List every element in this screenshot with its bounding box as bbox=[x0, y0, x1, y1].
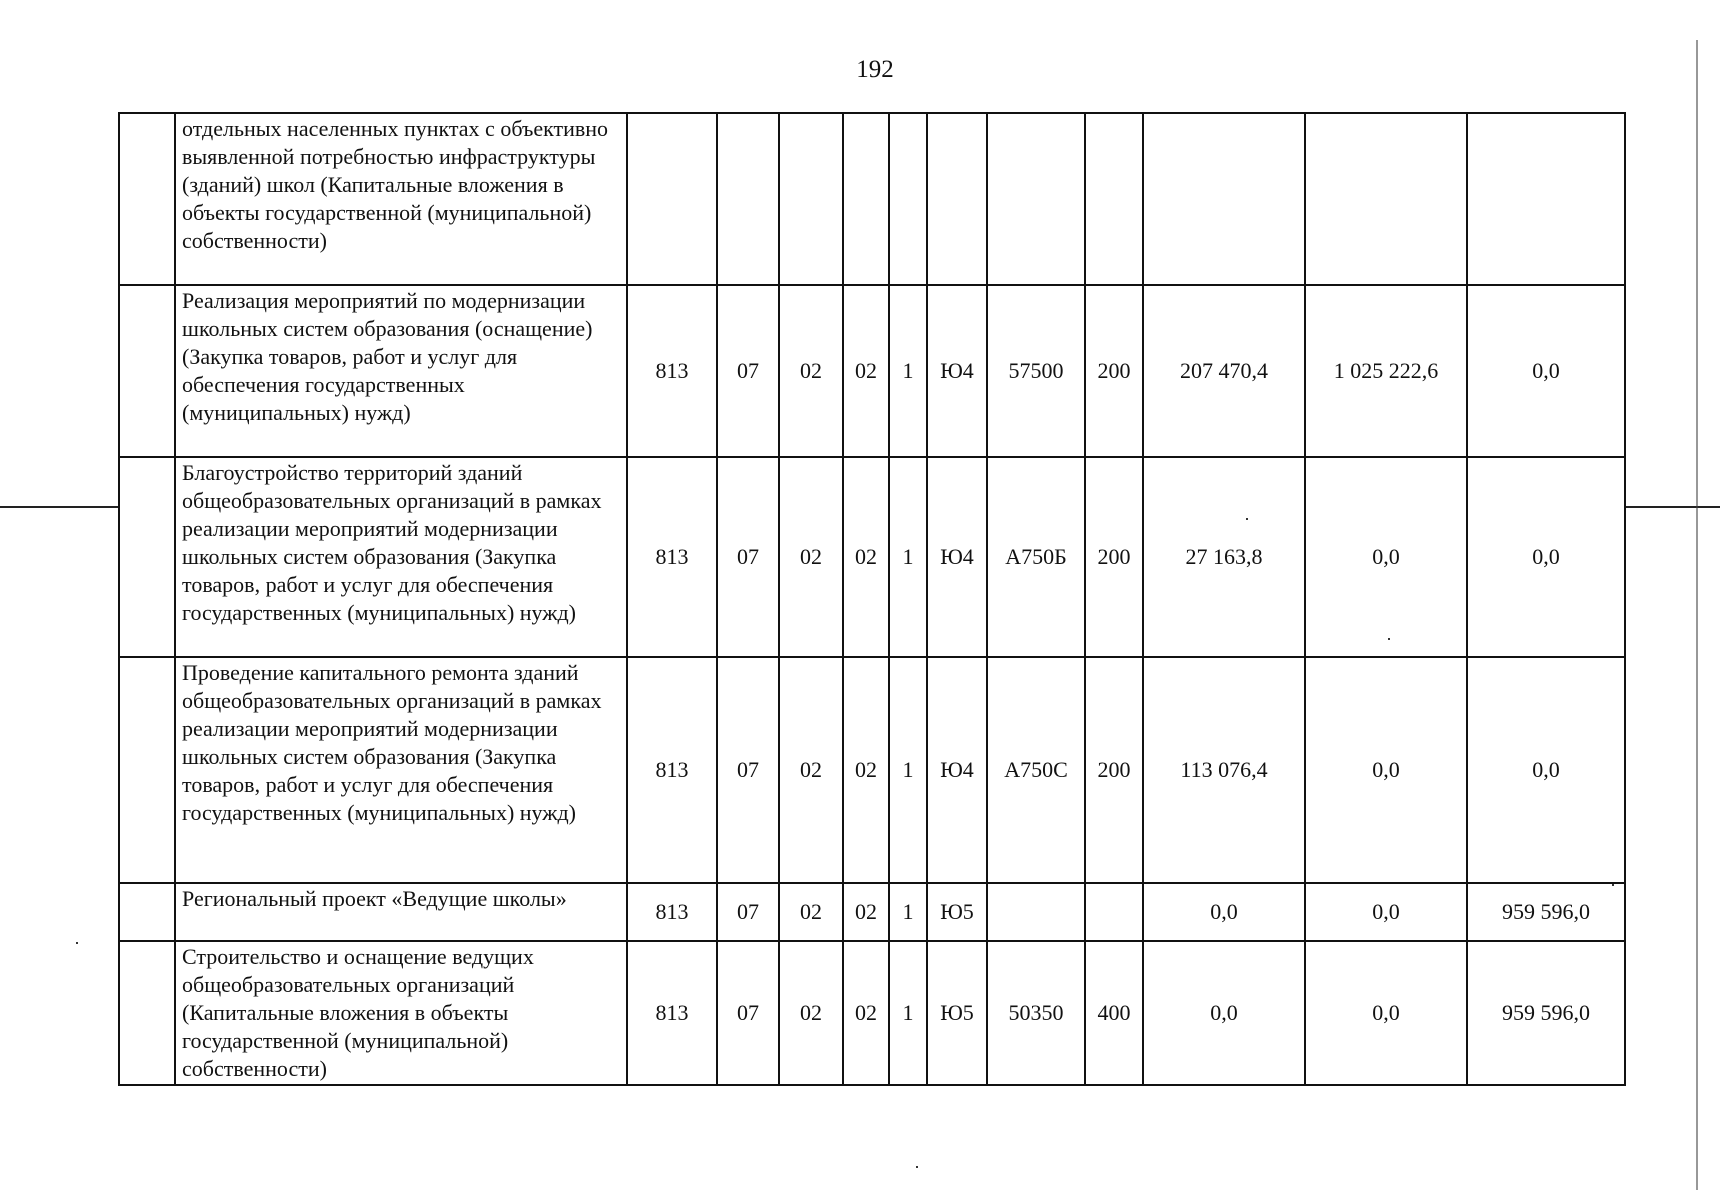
scan-speck bbox=[916, 1166, 918, 1168]
pg-cell: 02 bbox=[843, 457, 889, 657]
rz-cell: 07 bbox=[717, 941, 779, 1085]
sum3-cell: 0,0 bbox=[1467, 285, 1625, 457]
sum3-cell: 959 596,0 bbox=[1467, 883, 1625, 941]
pg-cell bbox=[843, 113, 889, 285]
page-number: 192 bbox=[856, 56, 894, 83]
scan-speck bbox=[76, 942, 78, 944]
vr-cell bbox=[1085, 113, 1143, 285]
gr-cell: 813 bbox=[627, 883, 717, 941]
rz-cell: 07 bbox=[717, 457, 779, 657]
rz-cell: 07 bbox=[717, 657, 779, 883]
row-name-cell: Региональный проект «Ведущие школы» bbox=[175, 883, 627, 941]
table-row bbox=[119, 113, 1625, 285]
pg-cell: 02 bbox=[843, 657, 889, 883]
gr-cell bbox=[627, 113, 717, 285]
pg-cell: 02 bbox=[843, 285, 889, 457]
dir-cell bbox=[987, 883, 1085, 941]
vr-cell: 400 bbox=[1085, 941, 1143, 1085]
row-number-cell bbox=[119, 457, 175, 657]
pp-cell: 1 bbox=[889, 941, 927, 1085]
sum3-cell: 0,0 bbox=[1467, 457, 1625, 657]
row-name-cell: Реализация мероприятий по модернизации школьных систем образования (оснащение) (Закупка товаров, работ и услуг для обеспечения государственных (муниципальных) нужд) bbox=[175, 285, 627, 457]
pp-cell bbox=[889, 113, 927, 285]
pg-cell: 02 bbox=[843, 941, 889, 1085]
pr-cell: 02 bbox=[779, 457, 843, 657]
rz-cell: 07 bbox=[717, 883, 779, 941]
pg-cell: 02 bbox=[843, 883, 889, 941]
sum2-cell bbox=[1305, 113, 1467, 285]
sum2-cell: 0,0 bbox=[1305, 941, 1467, 1085]
sum2-cell: 0,0 bbox=[1305, 883, 1467, 941]
sum3-cell: 959 596,0 bbox=[1467, 941, 1625, 1085]
dir-cell: 57500 bbox=[987, 285, 1085, 457]
dir-cell: А750Б bbox=[987, 457, 1085, 657]
row-name-cell: Благоустройство территорий зданий общеобразовательных организаций в рамках реализации мероприятий модернизации школьных систем образования (Закупка товаров, работ и услуг для обеспечения государственных (муниципальных) нужд) bbox=[175, 457, 627, 657]
scan-edge-line bbox=[1696, 40, 1698, 1190]
table-row bbox=[119, 941, 1625, 1085]
dir-cell: 50350 bbox=[987, 941, 1085, 1085]
pp-cell: 1 bbox=[889, 457, 927, 657]
budget-table bbox=[118, 112, 1626, 1086]
table-row bbox=[119, 883, 1625, 941]
dir-cell bbox=[987, 113, 1085, 285]
sum2-cell: 1 025 222,6 bbox=[1305, 285, 1467, 457]
vr-cell: 200 bbox=[1085, 457, 1143, 657]
row-number-cell bbox=[119, 113, 175, 285]
sum1-cell bbox=[1143, 113, 1305, 285]
pr-cell bbox=[779, 113, 843, 285]
reg-cell: Ю5 bbox=[927, 941, 987, 1085]
sum2-cell: 0,0 bbox=[1305, 457, 1467, 657]
pr-cell: 02 bbox=[779, 285, 843, 457]
reg-cell: Ю4 bbox=[927, 457, 987, 657]
sum3-cell bbox=[1467, 113, 1625, 285]
sum3-cell: 0,0 bbox=[1467, 657, 1625, 883]
reg-cell: Ю5 bbox=[927, 883, 987, 941]
row-number-cell bbox=[119, 941, 175, 1085]
rz-cell bbox=[717, 113, 779, 285]
sum1-cell: 113 076,4 bbox=[1143, 657, 1305, 883]
table-row bbox=[119, 285, 1625, 457]
table-row bbox=[119, 657, 1625, 883]
sum1-cell: 207 470,4 bbox=[1143, 285, 1305, 457]
scan-line-right bbox=[1624, 506, 1720, 508]
reg-cell: Ю4 bbox=[927, 285, 987, 457]
scan-line-left bbox=[0, 506, 118, 508]
row-name-cell: Строительство и оснащение ведущих общеобразовательных организаций (Капитальные вложения в объекты государственной (муниципальной) собственности) bbox=[175, 941, 627, 1085]
sum1-cell: 0,0 bbox=[1143, 941, 1305, 1085]
gr-cell: 813 bbox=[627, 457, 717, 657]
table-row bbox=[119, 457, 1625, 657]
pp-cell: 1 bbox=[889, 883, 927, 941]
reg-cell bbox=[927, 113, 987, 285]
reg-cell: Ю4 bbox=[927, 657, 987, 883]
pr-cell: 02 bbox=[779, 941, 843, 1085]
dir-cell: А750С bbox=[987, 657, 1085, 883]
row-name-cell: отдельных населенных пунктах с объективно выявленной потребностью инфраструктуры (зданий) школ (Капитальные вложения в объекты государственной (муниципальной) собственности) bbox=[175, 113, 627, 285]
gr-cell: 813 bbox=[627, 285, 717, 457]
row-name-cell: Проведение капитального ремонта зданий общеобразовательных организаций в рамках реализации мероприятий модернизации школьных систем образования (Закупка товаров, работ и услуг для обеспечения государственных (муниципальных) нужд) bbox=[175, 657, 627, 883]
pr-cell: 02 bbox=[779, 657, 843, 883]
row-number-cell bbox=[119, 883, 175, 941]
vr-cell bbox=[1085, 883, 1143, 941]
row-number-cell bbox=[119, 657, 175, 883]
pr-cell: 02 bbox=[779, 883, 843, 941]
sum1-cell: 27 163,8 bbox=[1143, 457, 1305, 657]
pp-cell: 1 bbox=[889, 657, 927, 883]
sum2-cell: 0,0 bbox=[1305, 657, 1467, 883]
sum1-cell: 0,0 bbox=[1143, 883, 1305, 941]
gr-cell: 813 bbox=[627, 941, 717, 1085]
vr-cell: 200 bbox=[1085, 285, 1143, 457]
gr-cell: 813 bbox=[627, 657, 717, 883]
row-number-cell bbox=[119, 285, 175, 457]
vr-cell: 200 bbox=[1085, 657, 1143, 883]
pp-cell: 1 bbox=[889, 285, 927, 457]
rz-cell: 07 bbox=[717, 285, 779, 457]
